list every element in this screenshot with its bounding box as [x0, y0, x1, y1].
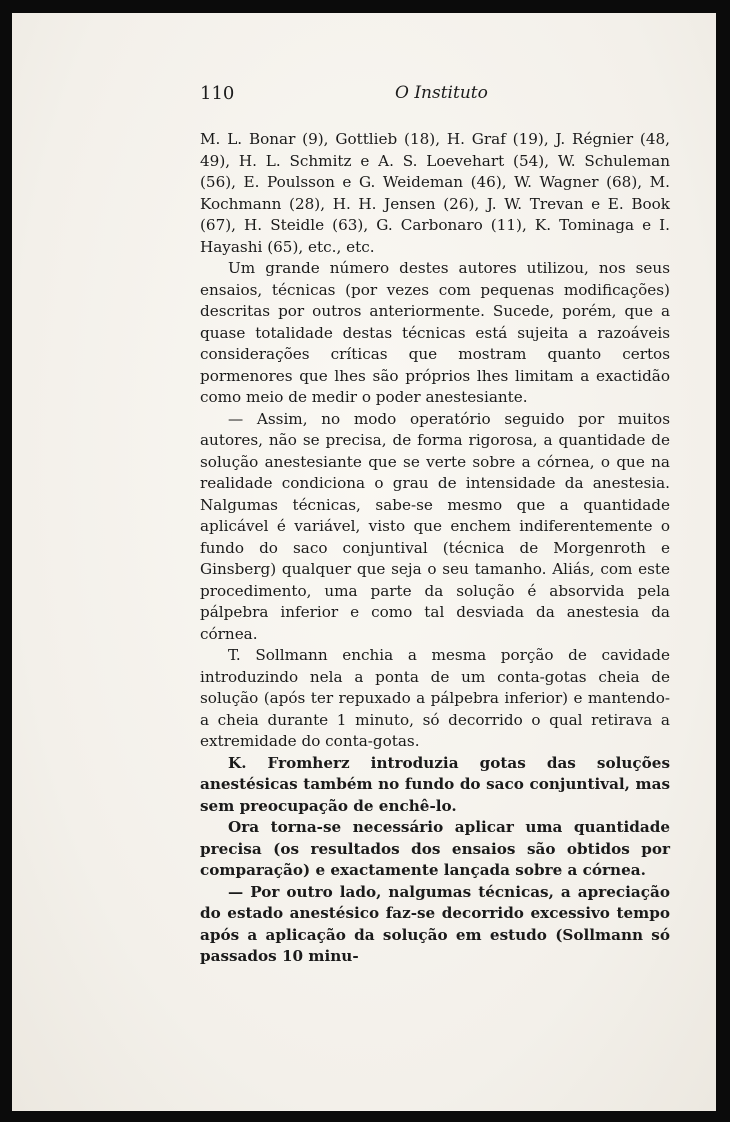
paragraph-techniques: Um grande número destes autores utilizou, nos seus ensaios, técnicas (por vezes com pequenas modificações) descritas por outros anteriormente. Sucede, porém, que a quase totalidade destas técnicas está sujeita a razoáveis considerações críticas que mostram quanto certos pormenores que lhes são próprios lhes limitam a exactidão como meio de medir o poder anestesiante. — [200, 259, 670, 406]
body-text — [200, 129, 670, 968]
paragraph-timing: — Por outro lado, nalgumas técnicas, a apreciação do estado anestésico faz-se decorrido excessivo tempo após a aplicação da solução em estudo (Sollmann só passados 10 minu- — [200, 882, 670, 965]
paragraph-fromherz: K. Fromherz introduzia gotas das soluções anestésicas também no fundo do saco conjuntival, mas sem preocupação de enchê-lo. — [200, 753, 670, 815]
page-header — [200, 83, 670, 107]
paragraph-precision: Ora torna-se necessário aplicar uma quantidade precisa (os resultados dos ensaios são obtidos por comparação) e exactamente lançada sobre a córnea. — [200, 818, 670, 879]
paragraph-references: M. L. Bonar (9), Gottlieb (18), H. Graf (19), J. Régnier (48, 49), H. L. Schmitz e A. S. Loevehart (54), W. Schuleman (56), E. Poulsson e G. Weideman (46), W. Wagner (68), M. Kochmann (28), H. H. Jensen (26), J. W. Trevan e E. Book (67), H. Steidle (63), G. Carbonaro (11), K. Tominaga e I. Hayashi (65), etc., etc. — [200, 130, 670, 256]
paragraph-quantity: — Assim, no modo operatório seguido por muitos autores, não se precisa, de forma rigorosa, a quantidade de solução anestesiante que se verte sobre a córnea, o que na realidade condiciona o grau de intensidade da anestesia. Nalgumas técnicas, sabe-se mesmo que a quantidade aplicável é variável, visto que enchem indiferentemente o fundo do saco conjuntival (técnica de Morgenroth e Ginsberg) qualquer que seja o seu tamanho. Aliás, com este procedimento, uma parte da solução é absorvida pela pálpebra inferior e como tal desviada da anestesia da córnea. — [200, 409, 670, 643]
book-page — [12, 13, 716, 1111]
page-number: 110 — [200, 83, 235, 104]
paragraph-sollmann: T. Sollmann enchia a mesma porção de cavidade introduzindo nela a ponta de um conta-gotas cheia de solução (após ter repuxado a pálpebra inferior) e mantendo-a cheia durante 1 minuto, só decorrido o qual retirava a extremidade do conta-gotas. — [200, 646, 670, 750]
running-title: O Instituto — [395, 83, 488, 103]
